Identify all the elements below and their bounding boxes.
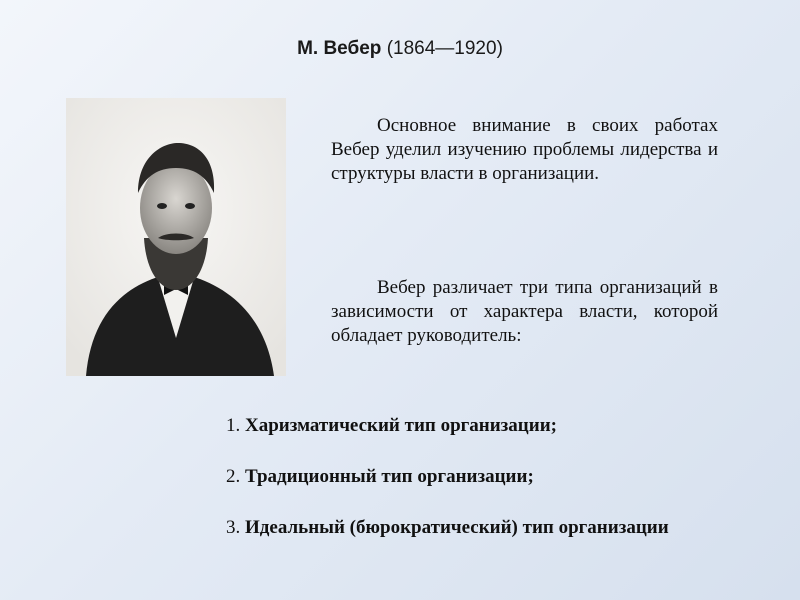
list-item [226, 414, 786, 438]
portrait-photo [66, 98, 286, 376]
list-item-text: Идеальный (бюрократический) тип организации [245, 517, 669, 538]
organization-types-list [226, 414, 786, 567]
list-item-text: Харизматический тип организации; [245, 415, 557, 436]
list-item-number: 3. [226, 517, 241, 538]
slide-title [0, 38, 800, 60]
title-years: (1864—1920) [386, 38, 503, 59]
list-item [226, 465, 786, 489]
list-item-text: Традиционный тип организации; [245, 466, 534, 487]
paragraph-types: Вебер различает три типа организаций в зависимости от характера власти, которой обладает руководитель: [331, 277, 718, 346]
paragraph-focus: Основное внимание в своих работах Вебер уделил изучению проблемы лидерства и структуры власти в организации. [331, 115, 718, 184]
title-name: М. Вебер [297, 38, 382, 59]
list-item-number: 2. [226, 466, 241, 487]
list-item [226, 516, 786, 540]
list-item-number: 1. [226, 415, 241, 436]
